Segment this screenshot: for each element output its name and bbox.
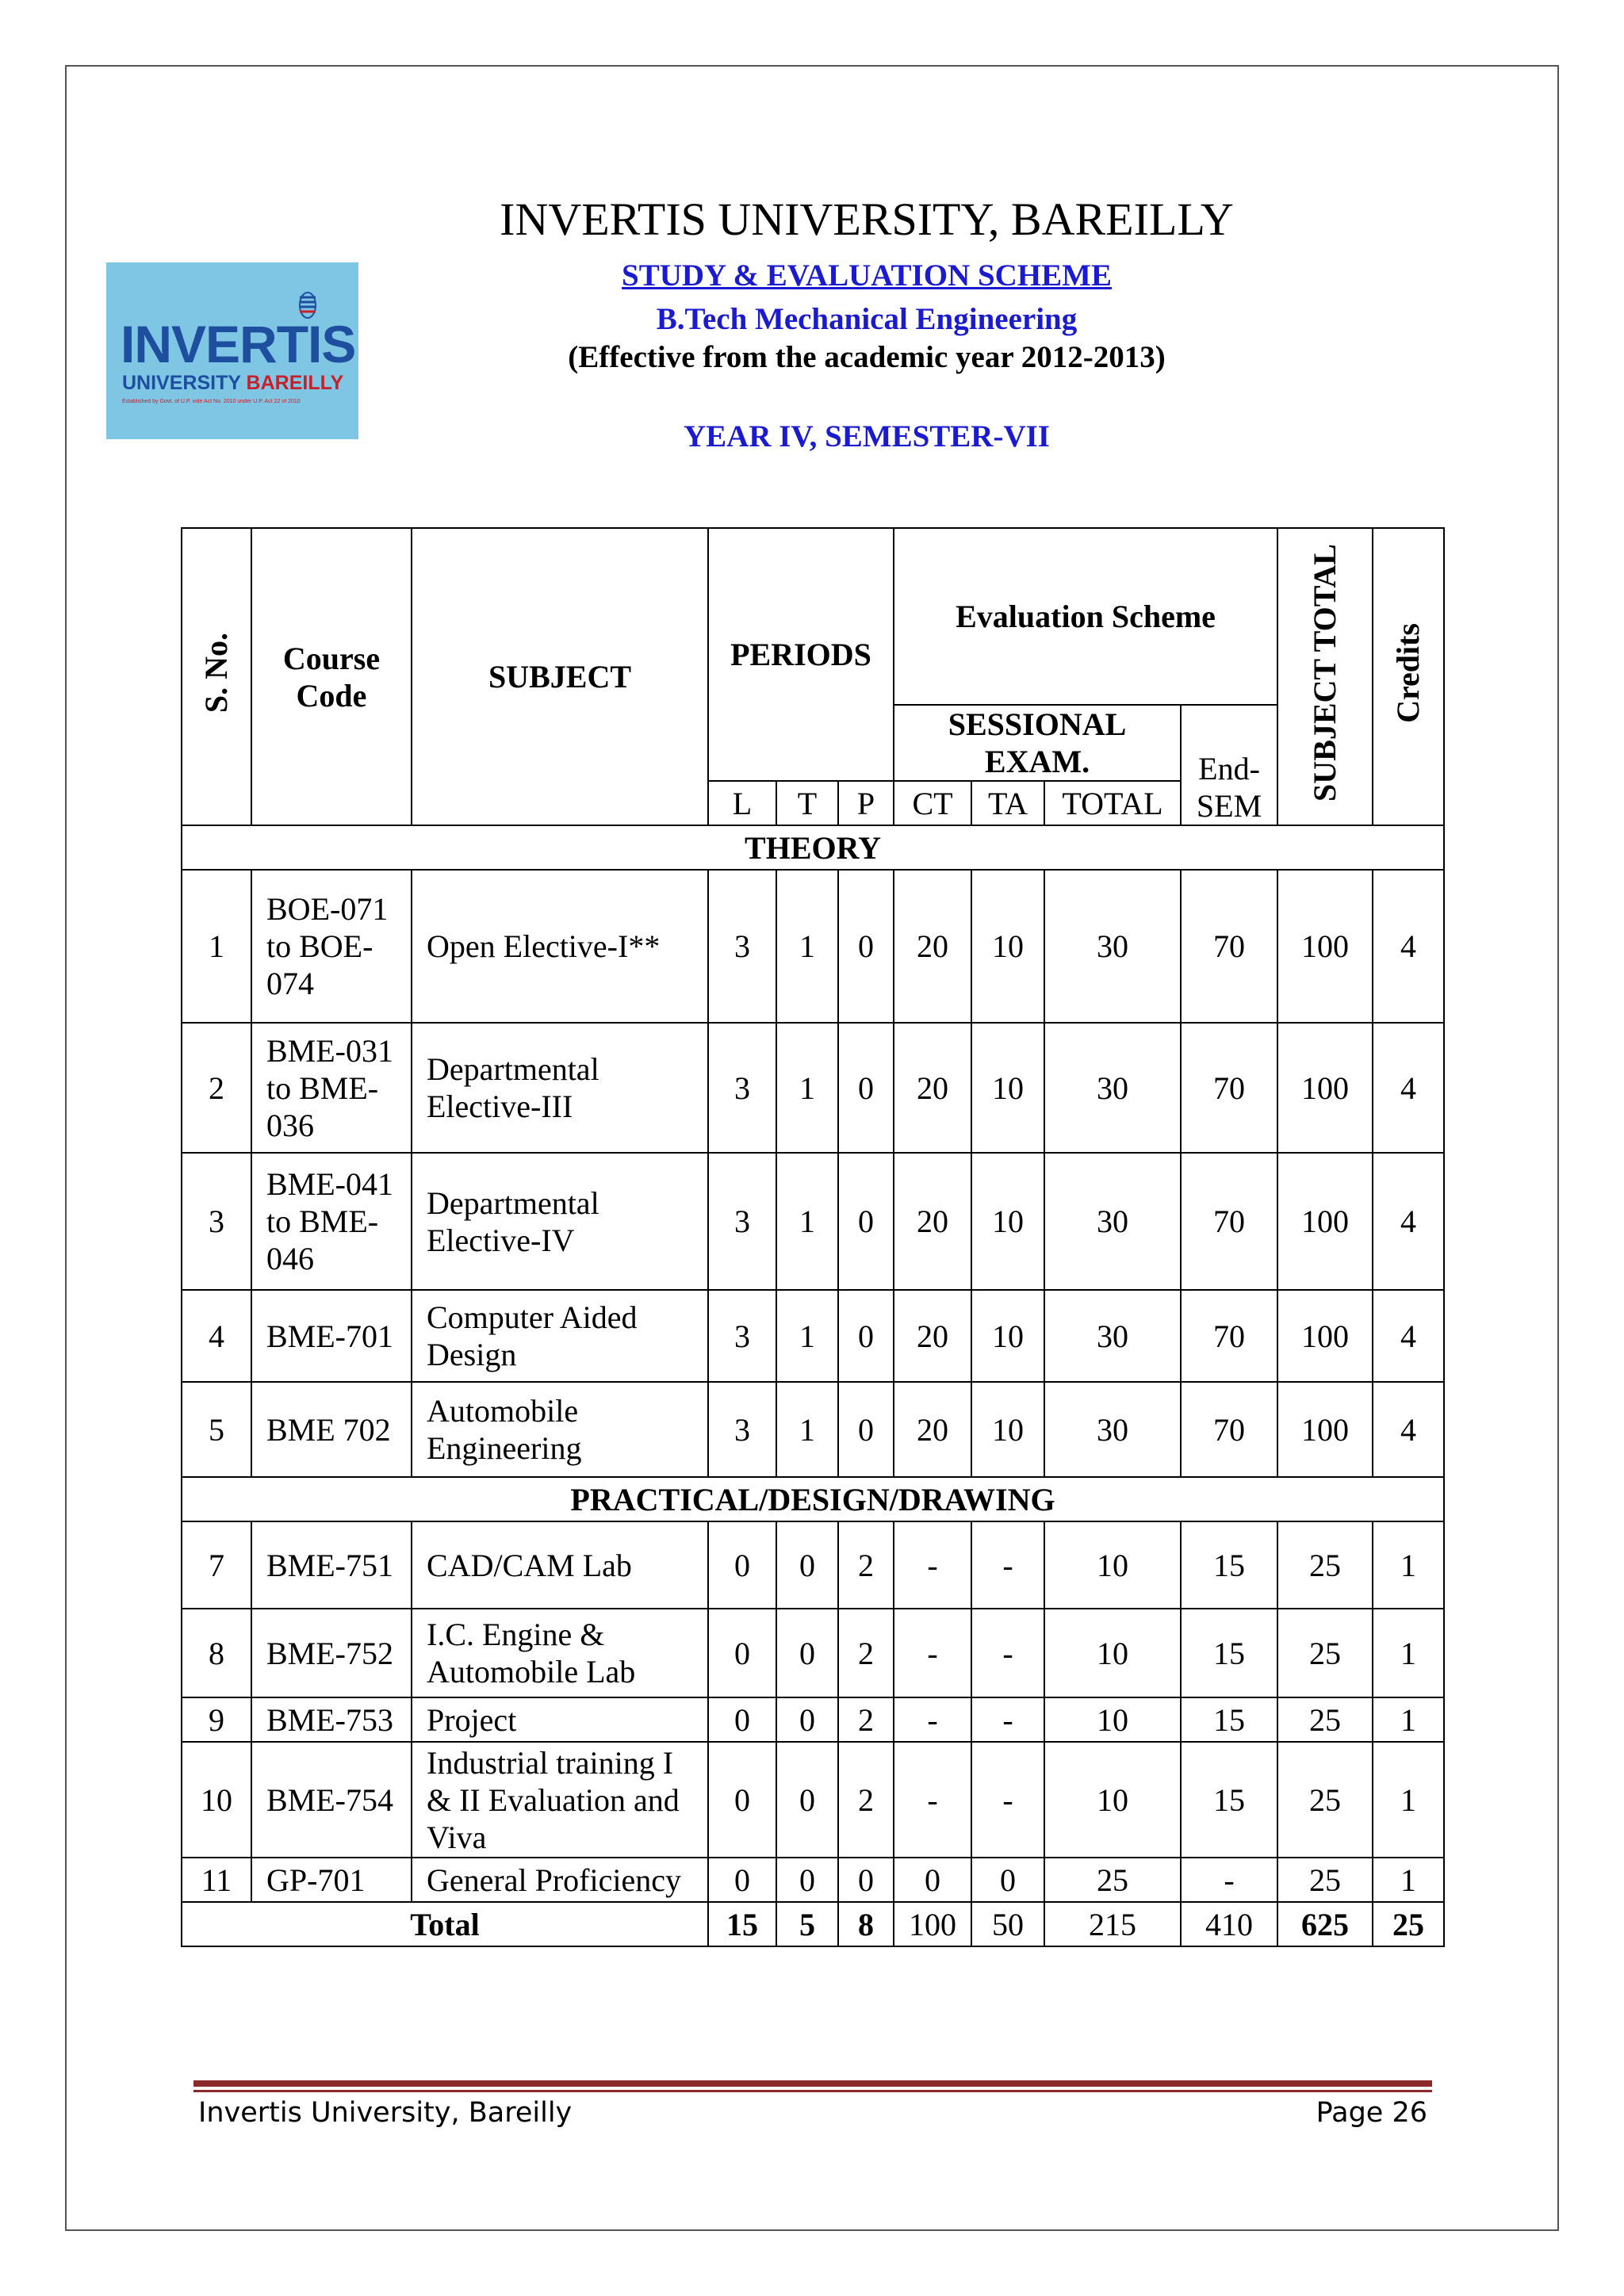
header-ct: CT <box>894 781 971 825</box>
cell-ta: 10 <box>971 870 1044 1023</box>
logo-subtitle: UNIVERSITY BAREILLY <box>122 372 344 394</box>
cell-p: 0 <box>838 1290 894 1382</box>
cell-l: 3 <box>708 1290 776 1382</box>
header-end-sem: End-SEM <box>1181 705 1277 825</box>
cell-subject: General Proficiency <box>412 1858 708 1902</box>
header-t: T <box>776 781 838 825</box>
cell-sno: 11 <box>182 1858 251 1902</box>
header-p: P <box>838 781 894 825</box>
theory-row <box>182 1023 1444 1153</box>
cell-credits: 1 <box>1373 1697 1444 1742</box>
cell-end: 15 <box>1181 1742 1277 1858</box>
cell-ta: 10 <box>971 1023 1044 1153</box>
semester-title: YEAR IV, SEMESTER-VII <box>684 419 1050 453</box>
cell-subject: Departmental Elective-IV <box>412 1153 708 1290</box>
cell-ta: - <box>971 1521 1044 1609</box>
cell-sno: 3 <box>182 1153 251 1290</box>
footer-rule <box>193 2080 1432 2087</box>
cell-end: 15 <box>1181 1697 1277 1742</box>
cell-ct: - <box>894 1521 971 1609</box>
cell-t: 0 <box>776 1697 838 1742</box>
cell-code: GP-701 <box>251 1858 412 1902</box>
cell-subject: Project <box>412 1697 708 1742</box>
cell-credits: 1 <box>1373 1609 1444 1697</box>
header-subject: SUBJECT <box>412 528 708 825</box>
evaluation-scheme-table <box>181 527 1445 1947</box>
total-row <box>182 1902 1444 1946</box>
total-ta: 50 <box>971 1902 1044 1946</box>
cell-credits: 4 <box>1373 1153 1444 1290</box>
cell-ct: 20 <box>894 1023 971 1153</box>
cell-p: 0 <box>838 1153 894 1290</box>
cell-sno: 5 <box>182 1382 251 1477</box>
cell-subtotal: 100 <box>1277 1023 1373 1153</box>
header-periods: PERIODS <box>708 528 894 781</box>
cell-credits: 4 <box>1373 870 1444 1023</box>
total-p: 8 <box>838 1902 894 1946</box>
effective-year: (Effective from the academic year 2012-2013) <box>568 340 1166 374</box>
cell-credits: 4 <box>1373 1290 1444 1382</box>
header-sessional-exam: SESSIONAL EXAM. <box>894 705 1181 781</box>
theory-section-label: THEORY <box>182 825 1444 870</box>
cell-code: BME-751 <box>251 1521 412 1609</box>
cell-l: 0 <box>708 1697 776 1742</box>
cell-credits: 4 <box>1373 1023 1444 1153</box>
cell-total: 10 <box>1044 1521 1181 1609</box>
header-ta: TA <box>971 781 1044 825</box>
cell-subtotal: 25 <box>1277 1697 1373 1742</box>
cell-l: 0 <box>708 1858 776 1902</box>
cell-credits: 1 <box>1373 1521 1444 1609</box>
header-subject-total: SUBJECT TOTAL <box>1277 528 1373 825</box>
cell-ct: - <box>894 1742 971 1858</box>
cell-ct: 20 <box>894 870 971 1023</box>
cell-ta: 0 <box>971 1858 1044 1902</box>
cell-subtotal: 25 <box>1277 1609 1373 1697</box>
header-evaluation-scheme: Evaluation Scheme <box>894 528 1277 705</box>
cell-ct: - <box>894 1697 971 1742</box>
cell-t: 1 <box>776 1023 838 1153</box>
cell-subtotal: 25 <box>1277 1742 1373 1858</box>
cell-subtotal: 100 <box>1277 1153 1373 1290</box>
cell-ta: - <box>971 1742 1044 1858</box>
cell-subtotal: 100 <box>1277 870 1373 1023</box>
cell-ta: 10 <box>971 1290 1044 1382</box>
cell-end: 70 <box>1181 870 1277 1023</box>
cell-sno: 7 <box>182 1521 251 1609</box>
cell-end: 70 <box>1181 1290 1277 1382</box>
cell-p: 0 <box>838 870 894 1023</box>
cell-l: 3 <box>708 1153 776 1290</box>
cell-p: 2 <box>838 1742 894 1858</box>
cell-code: BME-031 to BME-036 <box>251 1023 412 1153</box>
header-credits: Credits <box>1373 528 1444 825</box>
cell-ta: 10 <box>971 1382 1044 1477</box>
cell-t: 1 <box>776 870 838 1023</box>
scheme-title: STUDY & EVALUATION SCHEME <box>622 258 1112 293</box>
total-label: Total <box>182 1902 708 1946</box>
cell-code: BME 702 <box>251 1382 412 1477</box>
cell-total: 10 <box>1044 1697 1181 1742</box>
cell-l: 0 <box>708 1521 776 1609</box>
total-ct: 100 <box>894 1902 971 1946</box>
university-title: INVERTIS UNIVERSITY, BAREILLY <box>500 193 1234 245</box>
cell-subtotal: 100 <box>1277 1382 1373 1477</box>
cell-sno: 9 <box>182 1697 251 1742</box>
cell-t: 0 <box>776 1858 838 1902</box>
cell-t: 1 <box>776 1382 838 1477</box>
cell-code: BME-753 <box>251 1697 412 1742</box>
cell-ct: 20 <box>894 1382 971 1477</box>
cell-l: 3 <box>708 1023 776 1153</box>
cell-t: 0 <box>776 1742 838 1858</box>
cell-code: BME-754 <box>251 1742 412 1858</box>
cell-ct: 0 <box>894 1858 971 1902</box>
cell-total: 30 <box>1044 1382 1181 1477</box>
cell-code: BME-041 to BME-046 <box>251 1153 412 1290</box>
header-total: TOTAL <box>1044 781 1181 825</box>
practical-row <box>182 1609 1444 1697</box>
footer-page-number: Page 26 <box>1316 2097 1427 2129</box>
cell-code: BME-752 <box>251 1609 412 1697</box>
cell-end: 70 <box>1181 1153 1277 1290</box>
cell-subject: Automobile Engineering <box>412 1382 708 1477</box>
footer-rule-thin <box>193 2090 1432 2092</box>
cell-p: 2 <box>838 1521 894 1609</box>
theory-row <box>182 1153 1444 1290</box>
cell-credits: 1 <box>1373 1858 1444 1902</box>
cell-subtotal: 25 <box>1277 1521 1373 1609</box>
theory-row <box>182 1290 1444 1382</box>
cell-total: 30 <box>1044 1023 1181 1153</box>
cell-p: 0 <box>838 1858 894 1902</box>
cell-ta: 10 <box>971 1153 1044 1290</box>
practical-row <box>182 1742 1444 1858</box>
cell-end: 70 <box>1181 1023 1277 1153</box>
cell-p: 2 <box>838 1697 894 1742</box>
cell-total: 25 <box>1044 1858 1181 1902</box>
cell-ta: - <box>971 1697 1044 1742</box>
total-end-sem: 410 <box>1181 1902 1277 1946</box>
cell-subject: Computer Aided Design <box>412 1290 708 1382</box>
cell-end: 15 <box>1181 1609 1277 1697</box>
cell-p: 0 <box>838 1382 894 1477</box>
cell-subtotal: 25 <box>1277 1858 1373 1902</box>
cell-ct: 20 <box>894 1290 971 1382</box>
total-l: 15 <box>708 1902 776 1946</box>
cell-ct: - <box>894 1609 971 1697</box>
cell-sno: 8 <box>182 1609 251 1697</box>
cell-subject: Open Elective-I** <box>412 870 708 1023</box>
cell-end: 15 <box>1181 1521 1277 1609</box>
total-t: 5 <box>776 1902 838 1946</box>
cell-t: 1 <box>776 1290 838 1382</box>
header-sno: S. No. <box>182 528 251 825</box>
cell-p: 2 <box>838 1609 894 1697</box>
cell-total: 10 <box>1044 1742 1181 1858</box>
cell-subject: Industrial training I & II Evaluation and Viva <box>412 1742 708 1858</box>
cell-subject: Departmental Elective-III <box>412 1023 708 1153</box>
cell-total: 30 <box>1044 1290 1181 1382</box>
practical-row <box>182 1858 1444 1902</box>
total-credits: 25 <box>1373 1902 1444 1946</box>
cell-l: 0 <box>708 1609 776 1697</box>
cell-ct: 20 <box>894 1153 971 1290</box>
cell-total: 10 <box>1044 1609 1181 1697</box>
practical-row <box>182 1697 1444 1742</box>
theory-row <box>182 870 1444 1023</box>
cell-total: 30 <box>1044 1153 1181 1290</box>
cell-subject: I.C. Engine & Automobile Lab <box>412 1609 708 1697</box>
cell-l: 3 <box>708 870 776 1023</box>
logo-wordmark: INVERTIS <box>121 315 356 373</box>
cell-l: 3 <box>708 1382 776 1477</box>
theory-rows <box>182 870 1444 1477</box>
cell-subtotal: 100 <box>1277 1290 1373 1382</box>
cell-code: BOE-071 to BOE-074 <box>251 870 412 1023</box>
cell-code: BME-701 <box>251 1290 412 1382</box>
header-l: L <box>708 781 776 825</box>
cell-sno: 4 <box>182 1290 251 1382</box>
cell-sno: 10 <box>182 1742 251 1858</box>
cell-t: 1 <box>776 1153 838 1290</box>
program-title: B.Tech Mechanical Engineering <box>656 302 1078 336</box>
footer-university: Invertis University, Bareilly <box>198 2097 573 2129</box>
practical-rows <box>182 1521 1444 1902</box>
cell-l: 0 <box>708 1742 776 1858</box>
cell-ta: - <box>971 1609 1044 1697</box>
cell-credits: 1 <box>1373 1742 1444 1858</box>
cell-end: 70 <box>1181 1382 1277 1477</box>
cell-sno: 1 <box>182 870 251 1023</box>
cell-t: 0 <box>776 1521 838 1609</box>
cell-p: 0 <box>838 1023 894 1153</box>
cell-subject: CAD/CAM Lab <box>412 1521 708 1609</box>
practical-row <box>182 1521 1444 1609</box>
header-course-code: Course Code <box>251 528 412 825</box>
total-subject-total: 625 <box>1277 1902 1373 1946</box>
theory-row <box>182 1382 1444 1477</box>
cell-total: 30 <box>1044 870 1181 1023</box>
cell-end: - <box>1181 1858 1277 1902</box>
total-total: 215 <box>1044 1902 1181 1946</box>
practical-section-label: PRACTICAL/DESIGN/DRAWING <box>182 1477 1444 1521</box>
cell-credits: 4 <box>1373 1382 1444 1477</box>
cell-t: 0 <box>776 1609 838 1697</box>
logo-tagline: Established by Govt. of U.P. vide Act No. 2010 under U.P. Act 22 of 2010 <box>122 399 301 404</box>
cell-sno: 2 <box>182 1023 251 1153</box>
